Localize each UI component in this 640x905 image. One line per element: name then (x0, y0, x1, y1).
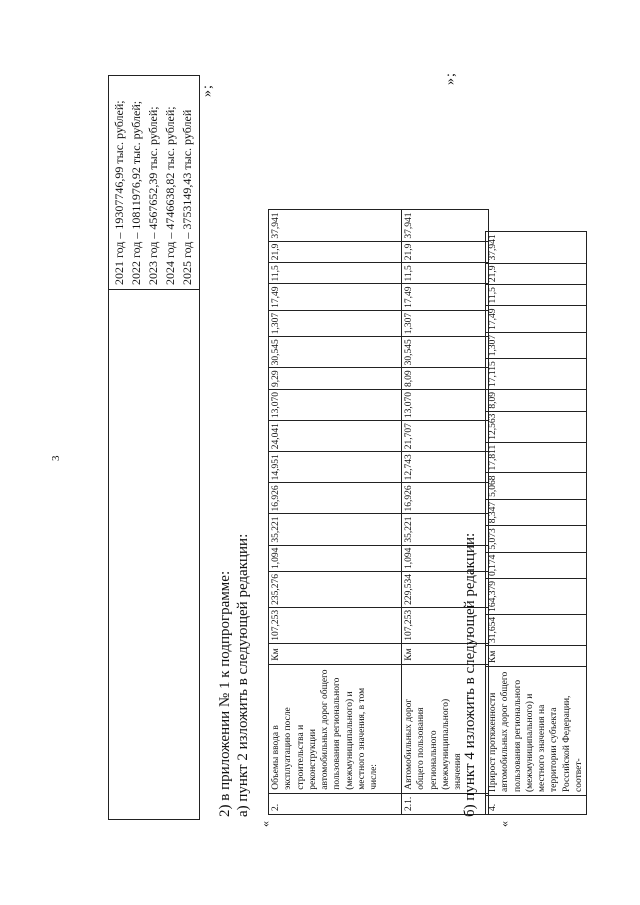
value-cell: 31,654 (486, 614, 587, 645)
funding-table (108, 75, 200, 820)
funding-values-cell (109, 76, 200, 290)
table-row (486, 232, 587, 815)
row-name: Автомобильных дорог общего пользования регионального (межмуниципального) значения (402, 664, 489, 793)
value-cell: 164,379 (486, 579, 587, 615)
open-quote: « (497, 821, 511, 827)
value-cell: 13,070 (269, 390, 402, 421)
funding-line: 2024 год – 4746638,82 тыс. рублей; (163, 106, 177, 285)
row-name: Прирост протяженности автомобильных дорог общего пользования регионального (межмуниципального) и местного значения на территории субъекта Российской Федерации, соответ- (486, 667, 587, 796)
instruction-item-2a: а) пункт 2 изложить в следующей редакции: (235, 533, 251, 817)
value-cell: 21,707 (402, 421, 489, 452)
value-cell: 8,09 (402, 368, 489, 390)
funding-line: 2021 год – 19307746,99 тыс. рублей; (112, 100, 126, 285)
funding-closing-quote: »; (200, 84, 215, 97)
value-cell: 5,073 (486, 526, 587, 552)
value-cell: 11,5 (269, 263, 402, 284)
value-cell: 21,9 (486, 263, 587, 285)
row-unit: Км (486, 646, 587, 667)
value-cell: 30,545 (402, 337, 489, 368)
funding-table-label-cell (109, 290, 200, 820)
value-cell: 17,811 (486, 442, 587, 473)
value-cell: 1,307 (402, 310, 489, 336)
value-cell: 37,941 (269, 210, 402, 241)
table-row (269, 210, 402, 815)
funding-line: 2023 год – 4567652,39 тыс. рублей; (146, 106, 160, 285)
value-cell: 11,5 (486, 285, 587, 306)
value-cell: 30,545 (269, 337, 402, 368)
value-cell: 8,347 (486, 499, 587, 525)
value-cell: 8,09 (486, 389, 587, 411)
open-quote: « (258, 821, 272, 827)
value-cell: 17,115 (486, 359, 587, 390)
value-cell: 17,49 (269, 284, 402, 310)
value-cell: 13,070 (402, 390, 489, 421)
value-cell: 107,253 (269, 607, 402, 643)
value-cell: 12,563 (486, 411, 587, 442)
instruction-item-2b: б) пункт 4 изложить в следующей редакции: (462, 532, 478, 817)
value-cell: 1,307 (269, 310, 402, 336)
value-cell: 37,941 (402, 210, 489, 241)
value-cell: 37,941 (486, 232, 587, 263)
table-a-closing-quote: »; (443, 72, 458, 85)
value-cell: 17,49 (402, 284, 489, 310)
funding-line: 2022 год – 10811976,92 тыс. рублей; (129, 100, 143, 285)
value-cell: 1,094 (402, 545, 489, 571)
value-cell: 21,9 (402, 241, 489, 263)
value-cell: 0,174 (486, 552, 587, 578)
value-cell: 16,926 (269, 483, 402, 514)
row-index: 2.1. (402, 793, 489, 814)
row-name: Объемы ввода в эксплуатацию после строительства и реконструкции автомобильных дорог общего пользования регионального (межмуниципального) и местного значения, в том числе: (269, 664, 402, 793)
value-cell: 17,49 (486, 306, 587, 332)
value-cell: 14,951 (269, 452, 402, 483)
value-cell: 5,068 (486, 473, 587, 499)
value-cell: 107,253 (402, 607, 489, 643)
value-cell: 11,5 (402, 263, 489, 284)
indicator-table-a (268, 209, 489, 815)
value-cell: 16,926 (402, 483, 489, 514)
instruction-item-2: 2) в приложении № 1 к подпрограмме: (217, 570, 233, 817)
indicator-table-b (485, 231, 587, 815)
page-number: 3 (50, 455, 62, 461)
value-cell: 24,041 (269, 421, 402, 452)
value-cell: 35,221 (269, 514, 402, 545)
value-cell: 229,534 (402, 572, 489, 608)
value-cell: 12,743 (402, 452, 489, 483)
value-cell: 35,221 (402, 514, 489, 545)
row-index: 4. (486, 796, 587, 815)
value-cell: 21,9 (269, 241, 402, 263)
row-unit: Км (402, 643, 489, 664)
row-unit: Км (269, 643, 402, 664)
funding-line: 2025 год – 3753149,43 тыс. рублей (180, 109, 194, 285)
value-cell: 1,307 (486, 332, 587, 358)
row-index: 2. (269, 793, 402, 814)
value-cell: 1,094 (269, 545, 402, 571)
value-cell: 9,29 (269, 368, 402, 390)
value-cell: 235,276 (269, 572, 402, 608)
